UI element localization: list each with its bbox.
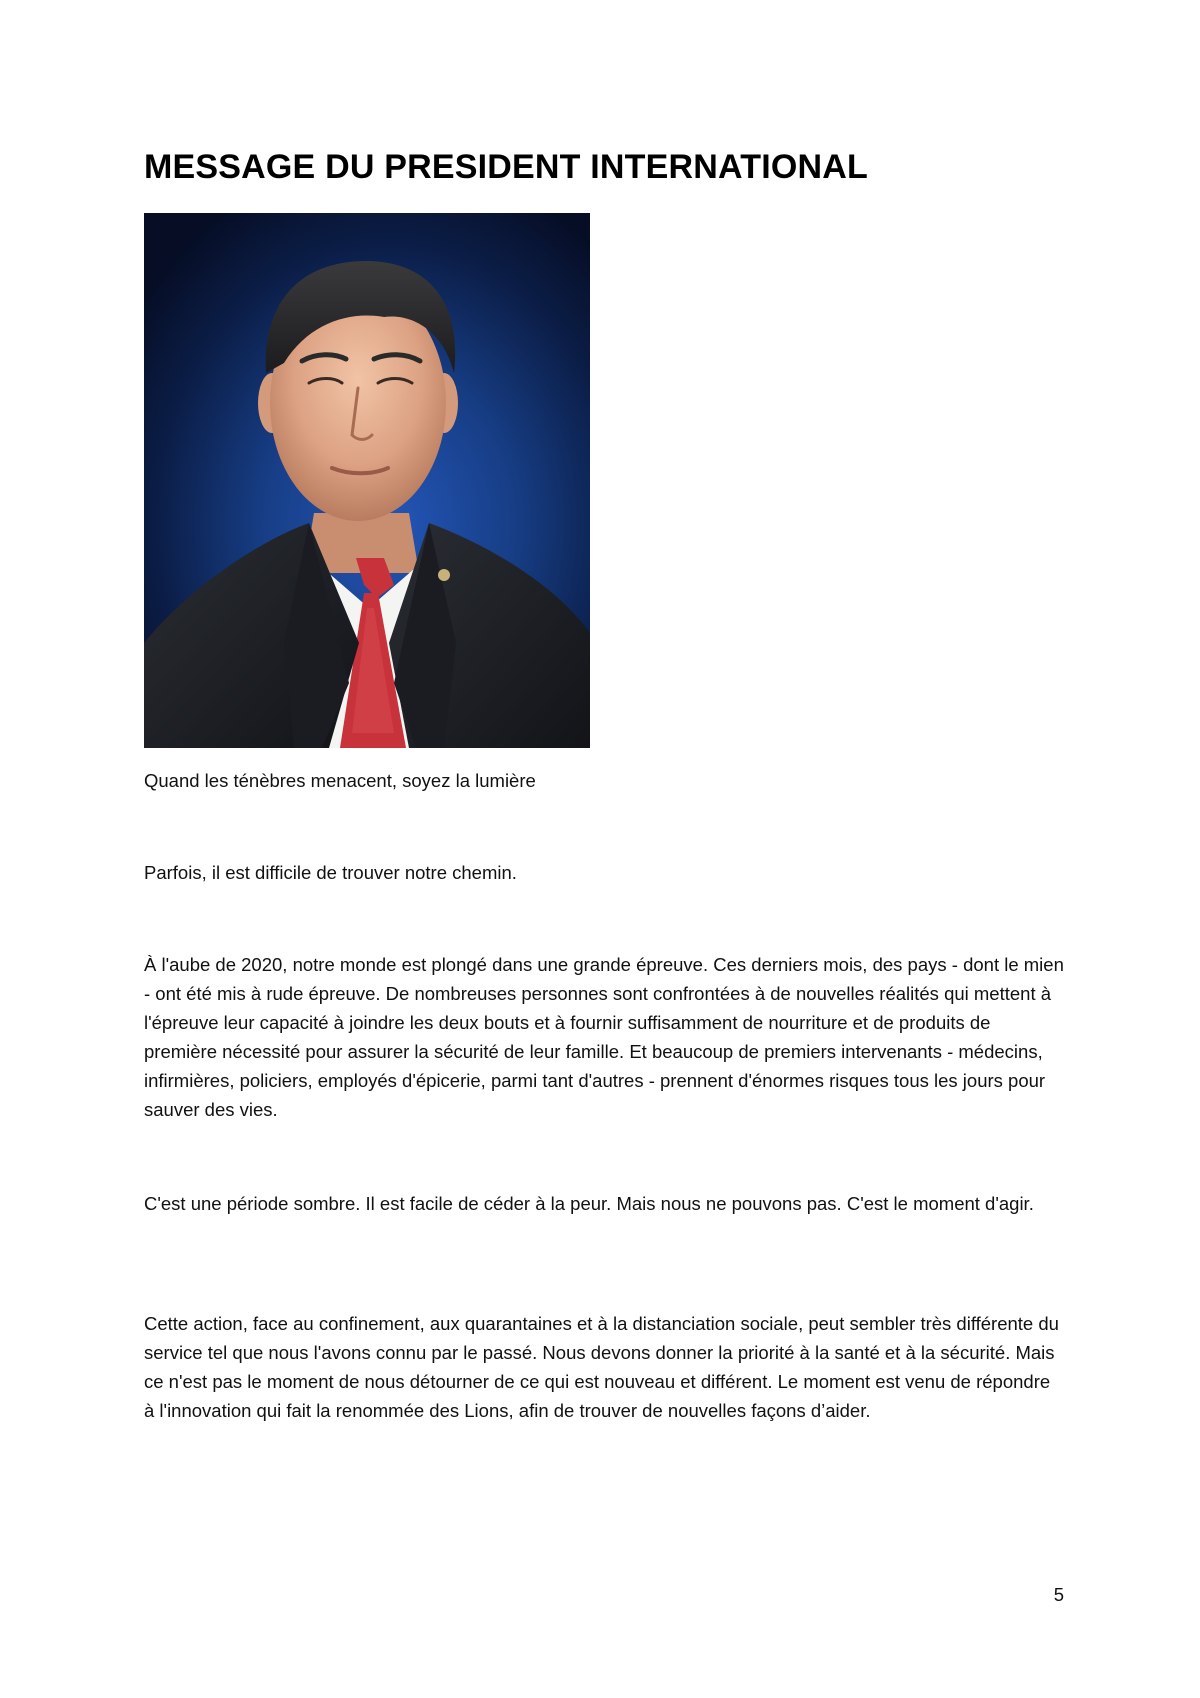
paragraph-subtitle: Quand les ténèbres menacent, soyez la lumière [144,770,536,791]
paragraph: Cette action, face au confinement, aux quarantaines et à la distanciation sociale, peut sembler très différente du service tel que nous l'avons connu par le passé. Nous devons donner la priorité à la santé et à la sécurité. Mais ce n'est pas le moment de nous détourner de ce qui est nouveau et différent. Le moment est venu de répondre à l'innovation qui fait la renommée des Lions, afin de trouver de nouvelles façons d’aider. [144,1313,1059,1421]
paragraph: C'est une période sombre. Il est facile de céder à la peur. Mais nous ne pouvons pas. C'est le moment d'agir. [144,1193,1034,1214]
paragraph: Parfois, il est difficile de trouver notre chemin. [144,862,517,883]
portrait-photo [144,213,590,748]
page-number: 5 [1053,1584,1064,1605]
paragraph: À l'aube de 2020, notre monde est plongé dans une grande épreuve. Ces derniers mois, des pays - dont le mien - ont été mis à rude épreuve. De nombreuses personnes sont confrontées à de nouvelles réalités qui mettent à l'épreuve leur capacité à joindre les deux bouts et à fournir suffisamment de nourriture et de produits de première nécessité pour assurer la sécurité de leur famille. Et beaucoup de premiers intervenants - médecins, infirmières, policiers, employés d'épicerie, parmi tant d'autres - prennent d'énormes risques tous les jours pour sauver des vies. [144,954,1064,1120]
page-title: MESSAGE DU PRESIDENT INTERNATIONAL [144,148,868,186]
